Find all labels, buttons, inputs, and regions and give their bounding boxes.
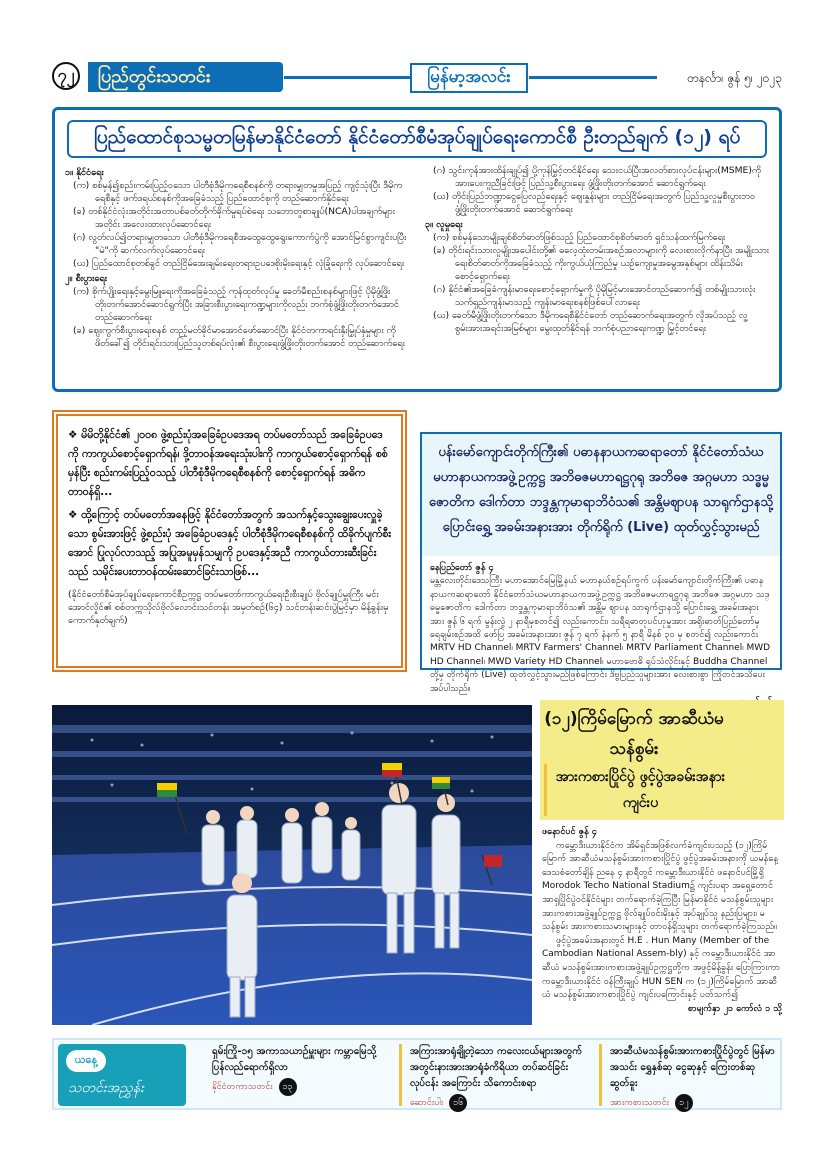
index-teaser[interactable] — [599, 1044, 784, 1106]
objectives-heading: ၃။ လူမှုရေး — [425, 219, 463, 230]
teaser-headline: အာဆီယံမသန်စွမ်းအားကစားပြိုင်ပွဲတွင် မြန်မာအသင်း ရွှေနှစ်ဆု ငွေဆုနှင့် ကြေးတစ်ဆု ဆွတ်ခူး — [610, 1046, 775, 1089]
objectives-item: (ခ) တစ်နိုင်ငံလုံးအတိုင်းအတာပစ်ခတ်တိုက်ခိုက်မှုရပ်စဲရေး သဘောတူစာချုပ်(NCA)ပါအချက်များအတိုင်း အလေးထားလုပ်ဆောင်ရေး — [73, 206, 395, 230]
teaser-meta — [212, 1078, 384, 1096]
objectives-item: (ဃ) ပြည်ထောင်စုတစ်ခွင် တည်ငြိမ်အေးချမ်းရေးတရားဥပဒေစိုးမိုးရေးနှင့် လုံခြုံရေးကို လုပ်ဆောင်ရေး — [73, 258, 405, 269]
objectives-item: (ဃ) တိုင်းပြည်ဘဏ္ဍာငွေပြေလည်ရေးနှင့် ဈေးနှုန်းများ တည်ငြိမ်ရေးအတွက် ပြည်သူ့လူမှုစီးပွားဘဝ ဖွံ့ဖြိုးတိုးတက်အောင် ဆောင်ရွက်ရေး — [433, 191, 756, 215]
games-title-line: အားကစားပြိုင်ပွဲ ဖွင့်ပွဲအခမ်းအနားကျင်းပ — [544, 764, 734, 816]
live-broadcast-body — [422, 556, 780, 715]
header-rule — [529, 76, 657, 79]
news-index-strip — [52, 1038, 782, 1110]
quote-paragraph: ❖ ထို့ကြောင့် တပ်မတော်အနေဖြင့် နိုင်ငံတော်အတွက် အသက်နှင့်သွေးချွေးပေးလှူခဲ့သော စွမ်းအားဖြင့် ဖွဲ့စည်းပုံ အခြေခံဥပဒေနှင့် ပါတီစုံဒီမိုကရေစီစနစ်ကို ထိခိုက်ပျက်စီးအောင် ပြုလုပ်လာသည့် အပြုအမူမှန်သမျှကို ဥပဒေနှင့်အညီ ကာကွယ်တားဆီးခြင်းသည် သမိုင်းပေးတာဝန်ထမ်းဆောင်ခြင်းသာဖြစ်... — [68, 509, 392, 578]
live-broadcast-article — [420, 432, 782, 694]
today-label: ယနေ့ — [66, 1050, 106, 1072]
header-rule — [284, 76, 410, 79]
article-text: မန္တလေးတိုင်းဒေသကြီး မဟာအောင်မြေမြို့နယ် မဟာနယ်စဉ်ရပ်ကွက် ပန်းမော်ကျောင်းတိုက်ကြီး၏ ပဓာနနာယကဆရာတော် နိုင်ငံတော်သံဃမဟာနာယကအဖွဲ့ဥက္ကဋ္ဌ အဘိဓဇမဟာရဋ္ဌဂုရု အဘိဓဇ အဂ္ဂမဟာ သဒ္ဓမ္မဇောတိက ဒေါက်တာ ဘဒ္ဒန္တကုမာရာဘိဝံသ၏ အန္တိမ ဈာပန သာရုက်ဌာနသို့ ပြောင်းရွှေ့ အခမ်းအနားအား ဇွန် ၆ ရက် မွန်းလွဲ ၂ နာရီမှစတင်၍ လည်းကောင်း၊ သရီရဓာတုပင်ဟုမှုအား အရိုးဓာတ်ပြည်တော်မှ ရေချမ်းစဉ်အထိ ဖော်ပြ အခမ်းအနားအား ဇွန် ၇ ရက် နံနက် ၅ နာရီ မိနစ် ၃၀ မှ စတင်၍ လည်းကောင်း MRTV HD Channel၊ MRTV Farmers' Channel၊ MRTV Parliament Channel၊ MWD HD Channel၊ MWD Variety HD Channel၊ မဟာဗောဓိ ရုပ်သံလိုင်းနှင့် Buddha Channel တို့မှ တိုက်ရိုက် (Live) ထုတ်လွှင့်သွားမည်ဖြစ်ကြောင်း ဒိဗ္ဗပြည်သူများအား လေးစားစွာ ကြိုတင်အသိပေးအပ်ပါသည်။ — [430, 576, 771, 694]
teaser-section: ဆောင်းပါး — [410, 1098, 444, 1108]
teaser-page: ၁၃ — [279, 1078, 297, 1096]
issue-date: တနင်္လာ၊ ဇွန် ၅၊ ၂၀၂၃ — [687, 71, 782, 85]
teaser-headline: ရှမ်းကြို-၁၅ အကာသယာဉ်မှူးများ ကမ္ဘာမြေသို့ ပြန်လည်ရောက်ရှိလာ — [212, 1046, 377, 1073]
objectives-heading: ၁။ နိုင်ငံရေး — [65, 167, 104, 178]
games-title-line: (၁၂)ကြိမ်မြောက် အာဆီယံမသန်စွမ်း — [544, 709, 724, 759]
objectives-article — [52, 107, 782, 392]
objectives-columns — [55, 164, 779, 350]
dateline: နေပြည်တော် ဇွန် ၄ — [430, 563, 494, 573]
teaser-meta — [410, 1094, 589, 1112]
news-index-badge — [58, 1044, 186, 1106]
objectives-item: (က) စိုက်ပျိုးရေးနှင့်မွေးမြူရေးကိုအခြေခံသည့် ကုန်ထုတ်လုပ်မှု ခေတ်မီစည်းစနစ်များဖြင့် ပိုမိုဖွံ့ဖြိုးတိုးတက်အောင်ဆောင်ရွက်ပြီး အခြားစီးပွားရေးကဏ္ဍများကိုလည်း ဘက်စုံဖွံ့ဖြိုးတိုးတက်အောင် တည်ဆောက်ရေး — [73, 286, 399, 323]
article-text: ဖွင့်ပွဲအခမ်းအနားတွင် H.E . Hun Many (Member of the Cambodian National Assem-bly) နှင့် ကမ္ဘောဒီးယားနိုင်ငံ အာဆီယံ မသန်စွမ်းအားကစားအဖွဲ့ချုပ်ဥက္ကဋ္ဌတို့က အဖွင့်မိန့်ခွန်း ပြောကြားကာ ကမ္ဘောဒီးယားနိုင်ငံ ဝန်ကြီးချုပ် HUN SEN က (၁၂)ကြိမ်မြောက် အာဆီယံ မသန်စွမ်းအားကစားပြိုင်ပွဲ ကျင်းပကြောင်းနှင့် ပတ်သက်၍ — [542, 935, 781, 1001]
teaser-meta — [610, 1094, 784, 1112]
article-text: ကမ္ဘောဒီးယားနိုင်ငံက အိမ်ရှင်အဖြစ်လက်ခံကျင်းပသည့် (၁၂)ကြိမ်မြောက် အာဆီယံမသန်စွမ်းအားကစားပြိုင်ပွဲ ဖွင့်ပွဲအခမ်းအနားကို ယမန်နေ့ ဒေသစံတော်ချိန် ညနေ ၄ နာရီတွင် ကမ္ဘောဒီးယားနိုင်ငံ ဖနောင်ပင်မြို့ရှိ Morodok Techo National Stadium၌ ကျင်းပရာ အရှေ့တောင်အာရှပြိုင်ပွဲဝင်နိုင်ငံများ တက်ရောက်ခဲ့ကြပြီး မြန်မာနိုင်ငံ မသန်စွမ်းသူများ အားကစားအဖွဲ့ချုပ်ဥက္ကဋ္ဌ ဗိုလ်ချုပ်ဝင်းမိုးနှင့် အုပ်ချုပ်သူ နည်းပြများ၊ မသန်စွမ်း အားကစားသမားများနှင့် တာဝန်ရှိသူများ တက်ရောက်ခဲ့ကြသည်။ — [542, 840, 778, 933]
dateline: ဖနောင်ပင် ဇွန် ၄ — [542, 827, 597, 837]
objectives-column-right — [425, 164, 769, 350]
games-title — [540, 700, 784, 820]
objectives-item: (ခ) တိုင်းရင်းသားလူမျိုးအပေါင်းတို့၏ ဓလေ့ထုံးတမ်းအစဉ်အလာများကို လေးစားလိုက်နာပြီး အမျိုးသားရေးစိတ်ဓာတ်ကိုအခြေခံသည့် ကိုးကွယ်ယုံကြည်မှု ယဉ်ကျေးမှုအမွေအနှစ်များ ထိန်းသိမ်းစောင့်ရှောက်ရေး — [433, 245, 769, 282]
teaser-page: ၁၂ — [675, 1094, 693, 1112]
section-tag: ပြည်တွင်းသတင်း — [88, 62, 283, 92]
teaser-page: ၁၆ — [449, 1094, 467, 1112]
teaser-section: အားကစားသတင်း — [610, 1098, 669, 1108]
index-teaser[interactable] — [399, 1044, 589, 1106]
masthead: မြန်မာ့အလင်း — [410, 63, 528, 93]
objectives-column-left — [65, 164, 409, 350]
games-body — [540, 820, 784, 1022]
teaser-section: နိုင်ငံတကာသတင်း — [212, 1082, 273, 1092]
page-header — [52, 62, 782, 96]
quote-box — [52, 410, 407, 672]
objectives-title: ပြည်ထောင်စုသမ္မတမြန်မာနိုင်ငံတော် နိုင်ငံတော်စီမံအုပ်ချုပ်ရေးကောင်စီ ဦးတည်ချက် (၁၂) ရပ် — [67, 120, 767, 158]
objectives-item: (ဃ) ခေတ်မီဖွံ့ဖြိုးတိုးတက်သော ဒီမိုကရေစီနိုင်ငံတော် တည်ဆောက်ရေးအတွက် လိုအပ်သည့် လူ့စွမ်းအားအရင်းအမြစ်များ မွေးထုတ်နိုင်ရန် ဘက်စုံပညာရေးကဏ္ဍ မြှင့်တင်ရေး — [433, 310, 748, 334]
continued-note: စာမျက်နှာ ၂၁ ကော်လံ ၁ သို့ — [687, 1003, 782, 1014]
objectives-item: (က) စစ်မှန်၍စည်းကမ်းပြည့်ဝသော ပါတီစုံဒီမိုကရေစီစနစ်ကို တရားမျှတမှုအပြည့် ကျင့်သုံးပြီး ဒီမိုကရေစီနှင့် ဖက်ဒရယ်စနစ်ကိုအခြေခံသည့် ပြည်ထောင်စုကို တည်ဆောက်နိုင်ရေး — [73, 180, 403, 204]
news-index-label: သတင်းအညွှန်း — [68, 1080, 144, 1096]
objectives-item: (က) စစ်မှန်သောမျိုးချစ်စိတ်ဓာတ်ဖြစ်သည့် ပြည်ထောင်စုစိတ်ဓာတ် ရှင်သန်ထက်မြက်ရေး — [433, 232, 726, 243]
teaser-headline: အကြားအာရုံချို့တဲ့သော ကလေးငယ်များအတွက် အတွင်းနားအားအာရုံခံကိရိယာ တပ်ဆင်ခြင်းလုပ်ငန်း အကြောင်း သိကောင်းစရာ — [410, 1046, 583, 1089]
quote-paragraph: ❖ မိမိတို့နိုင်ငံ၏ ၂၀၀၈ ဖွဲ့စည်းပုံအခြေခံဥပဒေအရ တပ်မတော်သည် အခြေခံဥပဒေကို ကာကွယ်စောင့်ရှောက်ရန်၊ ဒို့တာဝန်အရေးသုံးပါးကို ကာကွယ်စောင့်ရှောက်ရန် စစ်မှန်ပြီး စည်းကမ်းပြည့်ဝသည့် ပါတီစုံဒီမိုကရေစီစနစ်ကို စောင့်ရှောက်ရန် အဓိကတာဝန်ရှိ... — [68, 429, 388, 498]
objectives-item: (ဂ) သွင်းကုန်အားထိန်းချုပ်၍ ပို့ကုန်မြှင့်တင်နိုင်ရေး သေးငယ်ပြီးအလတ်စားလုပ်ငန်းများ(MSME)ကို အားပေးကူညီခြင်းဖြင့် ပြည်သူ့စီးပွားရေး ဖွံ့ဖြိုးတိုးတက်အောင် ဆောင်ရွက်ရေး — [433, 165, 761, 189]
objectives-item: (ခ) ဈေးကွက်စီးပွားရေးစနစ် တည့်မတ်ခိုင်မာအောင်ဖော်ဆောင်ပြီး နိုင်ငံတကာရင်းနှီးမြှုပ်နှံမှုများ ကိုဖိတ်ခေါ်၍ တိုင်းရင်းသားပြည်သူတစ်ရပ်လုံး၏ စီးပွားရေးဖွံ့ဖြိုးတိုးတက်အောင် တည်ဆောက်ရေး — [73, 325, 405, 349]
page-number: ၇၂ — [52, 62, 80, 90]
index-teaser[interactable] — [204, 1044, 384, 1106]
objectives-heading: ၂။ စီးပွားရေး — [65, 273, 107, 284]
live-broadcast-title: ပန်းမော်ကျောင်းတိုက်ကြီး၏ ပဓာနနာယကဆရာတော် နိုင်ငံတော်သံဃမဟာနာယကအဖွဲ့ဥက္ကဋ္ဌ အဘိဓဇမဟာရဋ္ဌဂုရု အဘိဓဇ အဂ္ဂမဟာ သဒ္ဓမ္မဇောတိက ဒေါက်တာ ဘဒ္ဒန္တကုမာရာဘိဝံသ၏ အန္တိမဈာပန သာရုက်ဌာနသို့ ပြောင်းရွှေ့ အခမ်းအနားအား တိုက်ရိုက် (Live) ထုတ်လွှင့်သွားမည် — [422, 434, 780, 556]
games-article — [540, 700, 784, 1030]
quote-caption: (နိုင်ငံတော်စီမံအုပ်ချုပ်ရေးကောင်စီဥက္ကဋ္ဌ တပ်မတော်ကာကွယ်ရေးဦးစီးချုပ် ဗိုလ်ချုပ်မှူးကြီး မင်းအောင်လှိုင်၏ စစ်တက္ကသိုလ်ဗိုလ်လောင်းသင်တန်း အမှတ်စဉ်(၆၄) သင်တန်းဆင်းပွဲမြင့်မှာ မိန့်ခွန်းမှ ကောက်နုတ်ချက်) — [68, 589, 389, 626]
parade-photo — [52, 705, 532, 1025]
objectives-item: (ဂ) လွတ်လပ်၍တရားမျှတသော ပါတီစုံဒီမိုကရေစီအထွေထွေရွေးကောက်ပွဲကို အောင်မြင်စွာကျင်းပပြီး "မဲ"ကို ဆက်လက်လုပ်ဆောင်ရေး — [73, 232, 407, 256]
objectives-item: (ဂ) နိုင်ငံ၏အခြေခံကျန်းမာရေးစောင့်ရှောက်မှုကို ပိုမိုမြင့်မားအောင်တည်ဆောက်၍ တစ်မျိုးသားလုံး သက်ရှည်ကျန်းမာသည့် ကျန်းမာရေးစနစ်ဖြစ်ပေါ်လာရေး — [433, 284, 756, 308]
